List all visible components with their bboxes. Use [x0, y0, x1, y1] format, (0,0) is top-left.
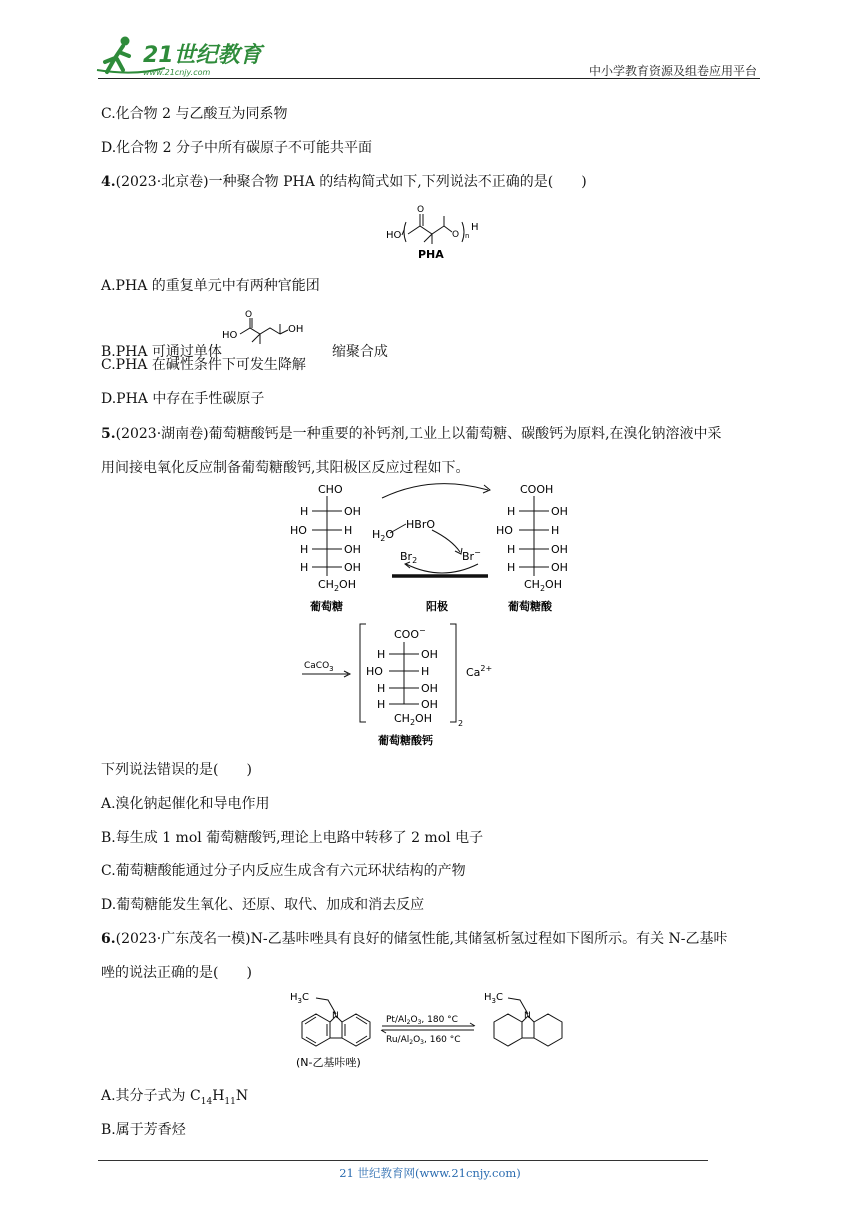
caco3: CaCO$_3$: [304, 661, 334, 673]
svg-text:O: O: [244, 310, 253, 320]
g-h3: H: [300, 543, 309, 556]
a-ho2: HO: [496, 524, 513, 537]
ca-ion: $Ca^{2+}$: [466, 664, 493, 679]
q4-option-b-post: 缩聚合成: [331, 344, 388, 360]
svg-text:O: O: [417, 205, 425, 215]
svg-text:HO: HO: [221, 330, 238, 341]
q5-option-d: D.葡萄糖能发生氧化、还原、取代、加成和消去反应: [101, 897, 425, 913]
hbro: HBrO: [406, 518, 435, 531]
q6-number: 6.: [101, 931, 116, 947]
a-oh3: OH: [551, 543, 568, 556]
platform-name: 中小学教育资源及组卷应用平台: [588, 64, 757, 78]
g-h1: H: [300, 505, 309, 518]
logo-url: www.21cnjy.com: [143, 68, 211, 77]
ch3-left: $H_3C$: [290, 992, 309, 1005]
h2o: $H_2O$: [372, 528, 395, 543]
svg-text:n: n: [465, 232, 470, 240]
carbazole-label: (N-乙基咔唑): [296, 1056, 361, 1069]
g-oh1: OH: [344, 505, 361, 518]
q4-option-a: A.PHA 的重复单元中有两种官能团: [101, 278, 320, 294]
q5-text1: 葡萄糖酸钙是一种重要的补钙剂,工业上以葡萄糖、碳酸钙为原料,在溴化钠溶液中采: [208, 426, 722, 442]
c-oh4: OH: [421, 698, 438, 711]
svg-text:2: 2: [458, 719, 464, 728]
condition-forward: $Pt/Al_2O_3$, 180 °C: [386, 1015, 458, 1026]
n-right: N: [524, 1011, 531, 1021]
q5-source: (2023·湖南卷): [115, 426, 209, 442]
svg-text:O: O: [452, 230, 460, 240]
a-h3: H: [507, 543, 516, 556]
coo-minus: COO−: [394, 626, 426, 641]
pha-structure: [380, 200, 500, 262]
br2: $Br_2$: [400, 550, 418, 565]
gluconic-label: 葡萄糖酸: [508, 600, 552, 613]
a-oh1: OH: [551, 505, 568, 518]
q4-number: 4.: [101, 174, 116, 190]
logo-text: 21世纪教育: [143, 43, 262, 68]
gluconate-scheme: [282, 478, 582, 750]
calcium-ch2oh: $CH_2OH$: [394, 712, 432, 727]
footer-divider: [98, 1160, 708, 1161]
ch3-right: $H_3C$: [484, 992, 503, 1005]
q6-text1: N-乙基咔唑具有良好的储氢性能,其储氢析氢过程如下图所示。有关 N-乙基咔: [250, 931, 728, 947]
svg-text:H: H: [471, 222, 479, 233]
a-oh4: OH: [551, 561, 568, 574]
q6-stem-line2: 唑的说法正确的是( ): [101, 965, 252, 981]
n-left: N: [332, 1011, 339, 1021]
c-h4: H: [377, 698, 386, 711]
q5-option-a: A.溴化钠起催化和导电作用: [101, 796, 270, 812]
a-h2: H: [551, 524, 560, 537]
q4-option-c: C.PHA 在碱性条件下可发生降解: [101, 357, 306, 373]
q6-source: (2023·广东茂名一模): [115, 931, 251, 947]
q6-option-b: B.属于芳香烃: [101, 1122, 186, 1138]
br-minus: Br−: [462, 548, 481, 563]
q5-question: 下列说法错误的是( ): [101, 762, 252, 778]
q5-option-b: B.每生成 1 mol 葡萄糖酸钙,理论上电路中转移了 2 mol 电子: [101, 830, 484, 846]
q5-number: 5.: [101, 426, 116, 442]
c-oh3: OH: [421, 682, 438, 695]
q6-stem-line1: [101, 929, 728, 949]
glucose-cho: CHO: [318, 483, 343, 496]
g-h2: H: [344, 524, 353, 537]
glucose-label: 葡萄糖: [310, 600, 343, 613]
q4-option-d: D.PHA 中存在手性碳原子: [101, 391, 265, 407]
q4-option-b-pre: B.PHA 可通过单体: [101, 344, 222, 360]
g-oh3: OH: [344, 543, 361, 556]
q4-source: (2023·北京卷): [115, 174, 209, 190]
q4-stem: [101, 172, 587, 192]
carbazole-scheme: [286, 986, 576, 1076]
a-h4: H: [507, 561, 516, 574]
c-h3: H: [377, 682, 386, 695]
anode-label: 阳极: [426, 600, 448, 613]
calcium-gluconate-label: 葡萄糖酸钙: [378, 734, 433, 747]
header-divider: [98, 78, 760, 79]
c-h1: H: [377, 648, 386, 661]
a-h1: H: [507, 505, 516, 518]
c-oh1: OH: [421, 648, 438, 661]
footer-text[interactable]: 21 世纪教育网(www.21cnjy.com): [339, 1166, 521, 1180]
svg-text:HO: HO: [386, 230, 402, 241]
g-ho2: HO: [290, 524, 307, 537]
q5-stem-line1: [101, 424, 722, 444]
condition-reverse: $Ru/Al_2O_3$, 160 °C: [386, 1035, 461, 1046]
site-logo: [95, 32, 265, 80]
q6-option-a: A.其分子式为 $C_{14}H_{11}N$: [101, 1088, 249, 1107]
svg-text:OH: OH: [287, 324, 304, 335]
g-h4: H: [300, 561, 309, 574]
q5-stem-line2: 用间接电氧化反应制备葡萄糖酸钙,其阳极区反应过程如下。: [101, 460, 470, 476]
gluconic-cooh: COOH: [520, 483, 554, 496]
q3-option-d: D.化合物 2 分子中所有碳原子不可能共平面: [101, 140, 372, 156]
c-ho2: HO: [366, 665, 383, 678]
c-h2: H: [421, 665, 430, 678]
q4-text: 一种聚合物 PHA 的结构简式如下,下列说法不正确的是( ): [208, 174, 587, 190]
q5-option-c: C.葡萄糖酸能通过分子内反应生成含有六元环状结构的产物: [101, 863, 466, 879]
g-oh4: OH: [344, 561, 361, 574]
gluconic-ch2oh: $CH_2OH$: [524, 578, 562, 593]
pha-label: PHA: [418, 248, 444, 261]
q3-option-c: C.化合物 2 与乙酸互为同系物: [101, 106, 288, 122]
glucose-ch2oh: $CH_2OH$: [318, 578, 356, 593]
